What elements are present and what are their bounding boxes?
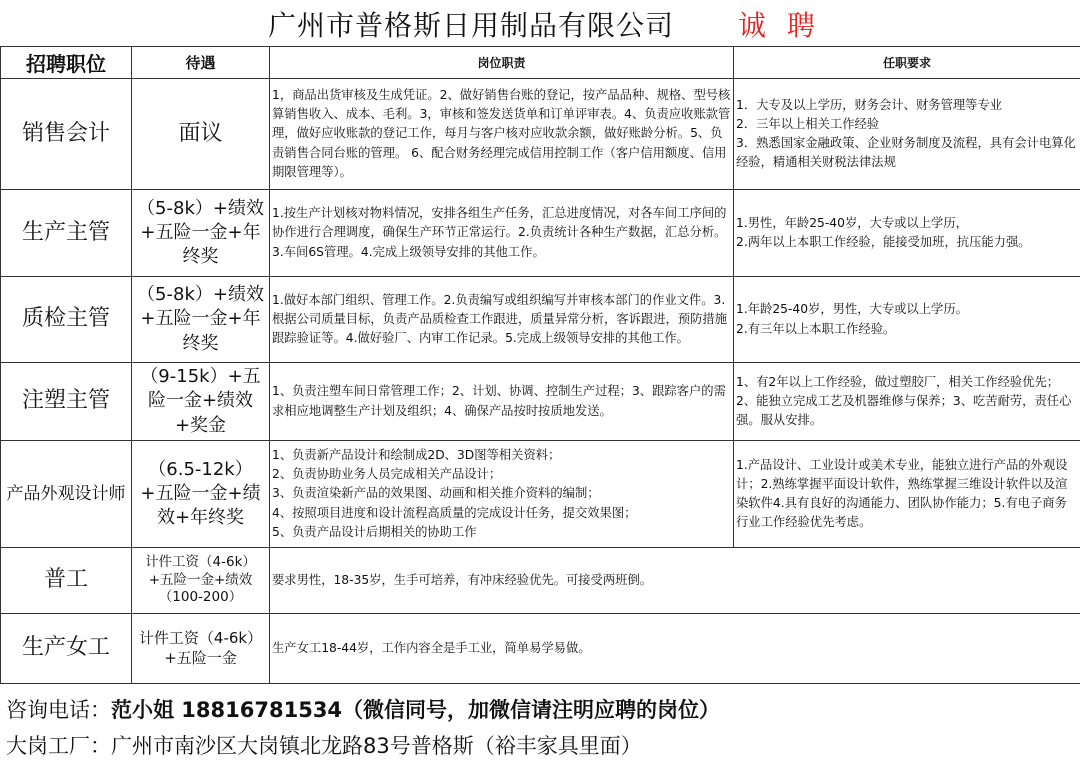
job-duties: 1、负责新产品设计和绘制成2D、3D图等相关资料； 2、负责协助业务人员完成相关产品设计； 3、负责渲染新产品的效果图、动画和相关推介资料的编制； 4、按照项目进度和设计流程高质量的完成设计任务，提交效果图； 5、负责产品设计后期相关的协助工作 xyxy=(270,441,734,548)
job-position: 注塑主管 xyxy=(1,363,132,441)
table-row xyxy=(1,441,1080,548)
job-requirements: 1.产品设计、工业设计或美术专业，能独立进行产品的外观设计；2.熟练掌握平面设计软件，熟练掌握三维设计软件以及渲染软件4.具有良好的沟通能力、团队协作能力；5.有电子商务行业工作经验优先考虑。 xyxy=(734,441,1080,548)
footer xyxy=(0,690,1080,766)
title-bar xyxy=(0,0,1080,46)
company-name: 广州市普格斯日用制品有限公司 xyxy=(268,9,675,42)
header-requirements: 任职要求 xyxy=(734,47,1080,79)
table-header-row xyxy=(1,47,1080,79)
table-row xyxy=(1,548,1080,614)
job-position: 生产主管 xyxy=(1,190,132,277)
job-pay: 面议 xyxy=(132,79,270,190)
factory-address: 大岗工厂：广州市南沙区大岗镇北龙路83号普格斯（裕丰家具里面） xyxy=(6,734,642,758)
job-duties: 1.做好本部门组织、管理工作。2.负责编写或组织编写并审核本部门的作业文件。3.根据公司质量目标，负责产品质检查工作跟进，质量异常分析，客诉跟进，预防措施跟踪验证等。4.做好验厂、内审工作记录。5.完成上级领导安排的其他工作。 xyxy=(270,277,734,363)
table-row xyxy=(1,614,1080,684)
header-duties: 岗位职责 xyxy=(270,47,734,79)
job-duties: 1，商品出货审核及生成凭证。2、做好销售台账的登记，按产品品种、规格、型号核算销售收入、成本、毛利。3，审核和签发送货单和订单评审表。4、负责应收账款管理，做好应收账款的登记工作，每月与客户核对应收款余额，做好账龄分析。5、负责销售合同台账的管理。 6、配合财务经理完成信用控制工作（客户信用额度、信用期限管理等）。 xyxy=(270,79,734,190)
job-duties: 1、负责注塑车间日常管理工作；2、计划、协调、控制生产过程；3、跟踪客户的需求相应地调整生产计划及组织；4、确保产品按时按质地发送。 xyxy=(270,363,734,441)
job-position: 质检主管 xyxy=(1,277,132,363)
job-pay: （5-8k）+绩效+五险一金+年终奖 xyxy=(132,277,270,363)
job-pay: 计件工资（4-6k）+五险一金 xyxy=(132,614,270,684)
contact-line xyxy=(6,694,720,724)
contact-label: 咨询电话： xyxy=(6,698,111,722)
job-requirements: 1、有2年以上工作经验，做过塑胶厂，相关工作经验优先；2、能独立完成工艺及机器维修与保养；3、吃苦耐劳，责任心强。服从安排。 xyxy=(734,363,1080,441)
table-row xyxy=(1,79,1080,190)
job-position: 普工 xyxy=(1,548,132,614)
hiring-label: 诚 聘 xyxy=(738,9,821,42)
job-position: 生产女工 xyxy=(1,614,132,684)
header-position: 招聘职位 xyxy=(1,47,132,79)
table-row xyxy=(1,363,1080,441)
job-pay: （9-15k）+五险一金+绩效+奖金 xyxy=(132,363,270,441)
job-duties: 要求男性，18-35岁，生手可培养，有冲床经验优先。可接受两班倒。 xyxy=(270,548,1080,614)
job-pay: （5-8k）+绩效+五险一金+年终奖 xyxy=(132,190,270,277)
job-position: 产品外观设计师 xyxy=(1,441,132,548)
contact-value: 范小姐 18816781534（微信同号，加微信请注明应聘的岗位） xyxy=(111,698,721,722)
job-pay: （6.5-12k）+五险一金+绩效+年终奖 xyxy=(132,441,270,548)
job-duties: 1.按生产计划核对物料情况，安排各组生产任务，汇总进度情况，对各车间工序间的协作进行合理调度，确保生产环节正常运行。2.负责统计各种生产数据，汇总分析。3.车间6S管理。4.完成上级领导安排的其他工作。 xyxy=(270,190,734,277)
header-pay: 待遇 xyxy=(132,47,270,79)
table-row xyxy=(1,190,1080,277)
table-row xyxy=(1,277,1080,363)
job-duties: 生产女工18-44岁，工作内容全是手工业，简单易学易做。 xyxy=(270,614,1080,684)
job-pay: 计件工资（4-6k）+五险一金+绩效（100-200） xyxy=(132,548,270,614)
jobs-table xyxy=(0,46,1080,684)
job-requirements: 1.年龄25-40岁，男性，大专或以上学历。 2.有三年以上本职工作经验。 xyxy=(734,277,1080,363)
job-requirements: 1.男性，年龄25-40岁，大专或以上学历， 2.两年以上本职工作经验，能接受加班，抗压能力强。 xyxy=(734,190,1080,277)
job-requirements: 1．大专及以上学历，财务会计、财务管理等专业 2．三年以上相关工作经验 3．熟悉国家金融政策、企业财务制度及流程，具有会计电算化经验，精通相关财税法律法规 xyxy=(734,79,1080,190)
job-position: 销售会计 xyxy=(1,79,132,190)
